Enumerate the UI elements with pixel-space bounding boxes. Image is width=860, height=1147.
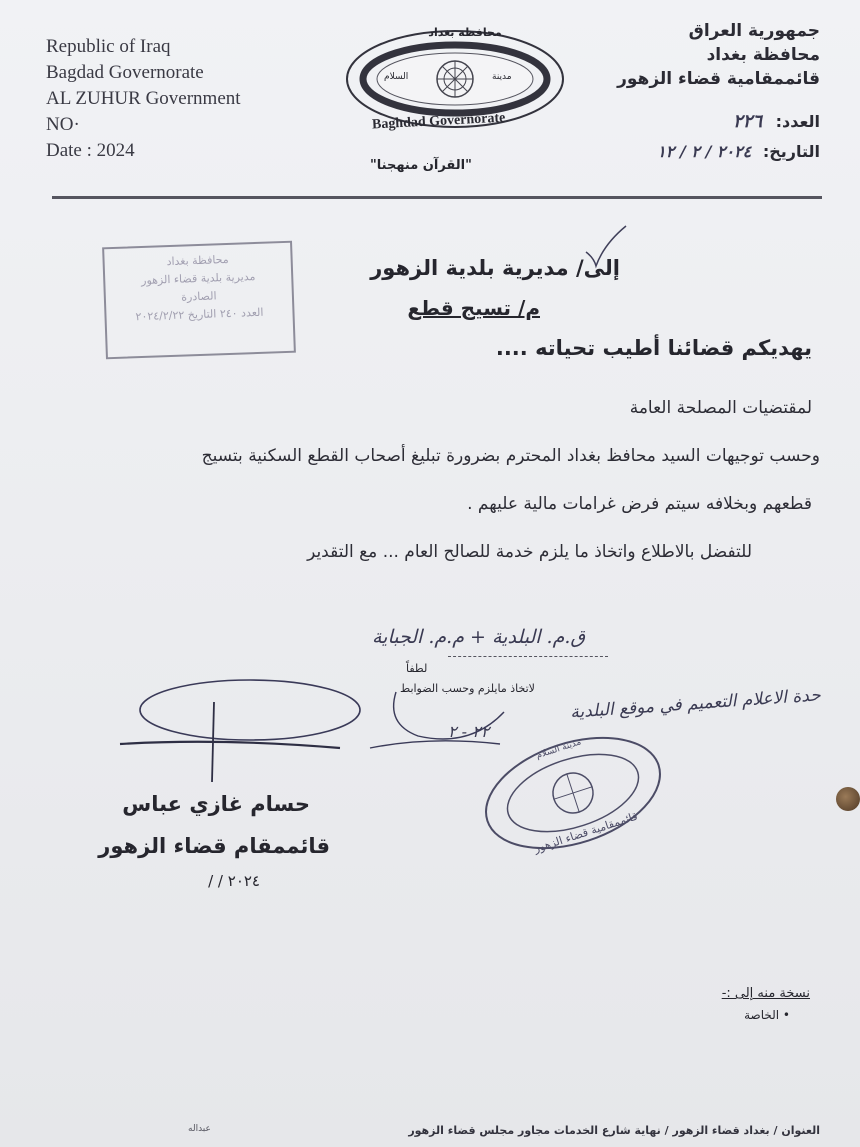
- header-ar-date: [657, 140, 820, 163]
- header-ar-date-value: ٢٠٢٤ / ٢ / ١٢: [657, 142, 752, 161]
- header-ar-number-label: العدد:: [775, 112, 820, 131]
- annotation-action: لاتخاذ مايلزم وحسب الضوابط: [400, 682, 535, 695]
- received-stamp-line2: مديرية بلدية قضاء الزهور: [140, 270, 256, 288]
- logo-word-left: السلام: [384, 72, 409, 82]
- recipient: إلى/ مديرية بلدية الزهور: [370, 256, 620, 280]
- round-stamp-inner-text: مدينة السلام: [535, 737, 583, 762]
- footer-address: العنوان / بغداد قضاء الزهور / نهاية شارع الخدمات مجاور مجلس قضاء الزهور: [408, 1124, 820, 1137]
- header-en-line2: Bagdad Governorate: [46, 62, 204, 83]
- header-ar-line1: جمهورية العراق: [688, 21, 820, 41]
- header-divider: [52, 196, 822, 199]
- body-paragraph-3: للتفضل بالاطلاع واتخاذ ما يلزم خدمة للصالح العام ... مع التقدير: [307, 542, 752, 562]
- logo-word-right: مدينة: [492, 72, 512, 82]
- annotation-date: ٢٢ - ٢: [448, 722, 490, 741]
- signatory-name: حسام غازي عباس: [122, 792, 310, 816]
- header-ar-line2: محافظة بغداد: [706, 45, 820, 65]
- header-en-line3: AL ZUHUR Government: [46, 88, 241, 109]
- copy-to-item-label: الخاصة: [744, 1008, 780, 1022]
- header-en-number-label: NO·: [46, 114, 80, 135]
- copy-to-item: [744, 1008, 790, 1022]
- annotation-circulate: حدة الاعلام التعميم في موقع البلدية: [569, 685, 822, 723]
- header-en-date: Date : 2024: [46, 140, 135, 161]
- signatory-title: قائممقام قضاء الزهور: [98, 834, 330, 858]
- greeting: يهديكم قضائنا أطيب تحياته ....: [495, 336, 812, 360]
- received-stamp-line3: الصادرة: [181, 289, 217, 304]
- header-ar-number-value: ٢٢٦: [733, 111, 763, 132]
- body-paragraph-2b: قطعهم وبخلافه سيتم فرض غرامات مالية عليهم .: [467, 494, 812, 514]
- annotation-underline: [448, 656, 608, 658]
- annotation-kindly: لطفاً: [406, 662, 428, 675]
- header-ar-line3: قائممقامية قضاء الزهور: [617, 69, 820, 89]
- logo-top-text: محافظة بغداد: [428, 26, 502, 39]
- copy-to-label: نسخة منه إلى :-: [721, 986, 810, 1001]
- logo-caption: Baghdad Governorate: [371, 110, 506, 133]
- round-stamp-outer-text: قائممقامية قضاء الزهور: [532, 809, 640, 856]
- received-stamp-line4: العدد ٢٤٠ التاريخ ٢٠٢٤/٢/٢٢: [135, 305, 264, 324]
- body-paragraph-1: لمقتضيات المصلحة العامة: [629, 398, 812, 418]
- motto: "القرآن منهجنا": [370, 158, 472, 173]
- subject: م/ تسيج قطع: [407, 296, 540, 320]
- pen-strokes: [100, 672, 520, 802]
- bullet-icon: •: [782, 1008, 790, 1022]
- header-ar-number: [733, 110, 820, 133]
- received-stamp-line1: محافظة بغداد: [166, 252, 229, 269]
- header-ar-date-label: التاريخ:: [762, 142, 820, 161]
- signature-date: ٢٠٢٤ / /: [208, 872, 260, 890]
- pushpin-icon: [836, 787, 860, 811]
- footer-note: عبداله: [188, 1124, 211, 1134]
- header-en-line1: Republic of Iraq: [46, 36, 171, 57]
- received-stamp: [102, 241, 296, 360]
- annotation-departments: ق.م. البلدية + م.م. الجباية: [372, 626, 586, 648]
- body-paragraph-2a: وحسب توجيهات السيد محافظ بغداد المحترم بضرورة تبليغ أصحاب القطع السكنية بتسيج: [201, 446, 820, 466]
